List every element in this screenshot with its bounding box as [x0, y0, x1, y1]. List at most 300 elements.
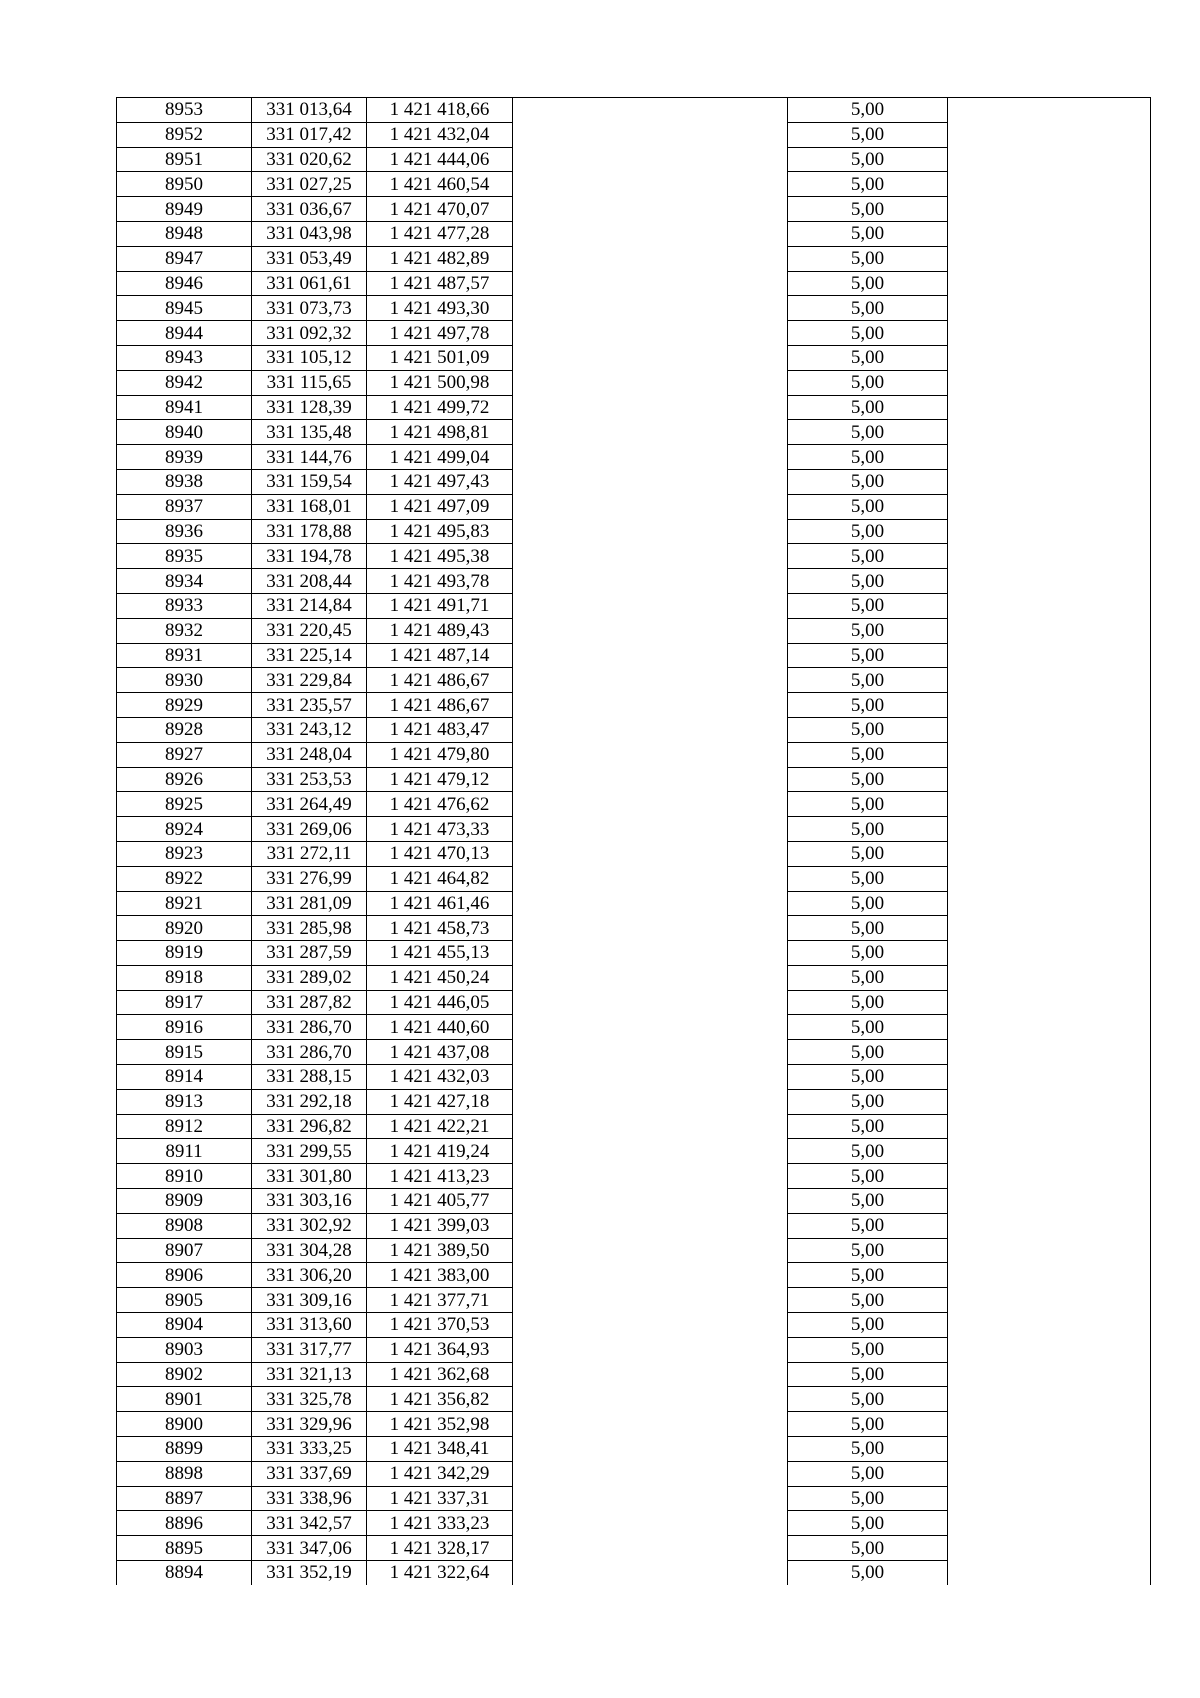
x-coordinate-cell: 331 313,60	[252, 1313, 367, 1338]
value-cell: 5,00	[788, 1139, 948, 1164]
empty-cell	[513, 395, 788, 420]
empty-cell	[513, 742, 788, 767]
empty-cell	[513, 965, 788, 990]
empty-cell	[513, 593, 788, 618]
value-cell: 5,00	[788, 1412, 948, 1437]
table-row	[117, 147, 1151, 172]
empty-cell	[513, 1337, 788, 1362]
empty-cell	[948, 1362, 1151, 1387]
y-coordinate-cell: 1 421 483,47	[367, 717, 513, 742]
value-cell: 5,00	[788, 345, 948, 370]
table-row	[117, 593, 1151, 618]
empty-cell	[948, 370, 1151, 395]
table-row	[117, 1486, 1151, 1511]
value-cell: 5,00	[788, 569, 948, 594]
y-coordinate-cell: 1 421 377,71	[367, 1288, 513, 1313]
y-coordinate-cell: 1 421 487,57	[367, 271, 513, 296]
y-coordinate-cell: 1 421 364,93	[367, 1337, 513, 1362]
table-row	[117, 271, 1151, 296]
empty-cell	[948, 98, 1151, 123]
x-coordinate-cell: 331 276,99	[252, 866, 367, 891]
table-row	[117, 1213, 1151, 1238]
table-row	[117, 1065, 1151, 1090]
value-cell: 5,00	[788, 742, 948, 767]
table-row	[117, 1561, 1151, 1585]
empty-cell	[948, 321, 1151, 346]
x-coordinate-cell: 331 128,39	[252, 395, 367, 420]
value-cell: 5,00	[788, 1114, 948, 1139]
value-cell: 5,00	[788, 370, 948, 395]
y-coordinate-cell: 1 421 499,72	[367, 395, 513, 420]
table-row	[117, 1164, 1151, 1189]
y-coordinate-cell: 1 421 497,09	[367, 494, 513, 519]
value-cell: 5,00	[788, 817, 948, 842]
y-coordinate-cell: 1 421 437,08	[367, 1040, 513, 1065]
value-cell: 5,00	[788, 1486, 948, 1511]
y-coordinate-cell: 1 421 455,13	[367, 941, 513, 966]
value-cell: 5,00	[788, 1536, 948, 1561]
point-number-cell: 8914	[117, 1065, 252, 1090]
empty-cell	[513, 345, 788, 370]
x-coordinate-cell: 331 194,78	[252, 544, 367, 569]
point-number-cell: 8902	[117, 1362, 252, 1387]
empty-cell	[948, 1536, 1151, 1561]
empty-cell	[948, 296, 1151, 321]
empty-cell	[513, 519, 788, 544]
y-coordinate-cell: 1 421 499,04	[367, 445, 513, 470]
x-coordinate-cell: 331 321,13	[252, 1362, 367, 1387]
point-number-cell: 8927	[117, 742, 252, 767]
empty-cell	[513, 321, 788, 346]
table-row	[117, 98, 1151, 123]
x-coordinate-cell: 331 301,80	[252, 1164, 367, 1189]
point-number-cell: 8932	[117, 618, 252, 643]
table-row	[117, 197, 1151, 222]
empty-cell	[513, 1213, 788, 1238]
point-number-cell: 8938	[117, 469, 252, 494]
empty-cell	[948, 1561, 1151, 1585]
x-coordinate-cell: 331 329,96	[252, 1412, 367, 1437]
empty-cell	[513, 296, 788, 321]
y-coordinate-cell: 1 421 473,33	[367, 817, 513, 842]
value-cell: 5,00	[788, 544, 948, 569]
point-number-cell: 8925	[117, 792, 252, 817]
point-number-cell: 8915	[117, 1040, 252, 1065]
y-coordinate-cell: 1 421 418,66	[367, 98, 513, 123]
y-coordinate-cell: 1 421 461,46	[367, 891, 513, 916]
y-coordinate-cell: 1 421 487,14	[367, 643, 513, 668]
point-number-cell: 8941	[117, 395, 252, 420]
x-coordinate-cell: 331 036,67	[252, 197, 367, 222]
empty-cell	[513, 98, 788, 123]
x-coordinate-cell: 331 325,78	[252, 1387, 367, 1412]
x-coordinate-cell: 331 317,77	[252, 1337, 367, 1362]
y-coordinate-cell: 1 421 498,81	[367, 420, 513, 445]
x-coordinate-cell: 331 248,04	[252, 742, 367, 767]
value-cell: 5,00	[788, 221, 948, 246]
x-coordinate-cell: 331 299,55	[252, 1139, 367, 1164]
y-coordinate-cell: 1 421 477,28	[367, 221, 513, 246]
empty-cell	[948, 693, 1151, 718]
point-number-cell: 8924	[117, 817, 252, 842]
table-row	[117, 321, 1151, 346]
value-cell: 5,00	[788, 1164, 948, 1189]
table-row	[117, 345, 1151, 370]
empty-cell	[513, 172, 788, 197]
empty-cell	[948, 742, 1151, 767]
empty-cell	[513, 1511, 788, 1536]
y-coordinate-cell: 1 421 479,12	[367, 767, 513, 792]
empty-cell	[513, 1486, 788, 1511]
x-coordinate-cell: 331 020,62	[252, 147, 367, 172]
value-cell: 5,00	[788, 98, 948, 123]
point-number-cell: 8926	[117, 767, 252, 792]
y-coordinate-cell: 1 421 419,24	[367, 1139, 513, 1164]
table-row	[117, 395, 1151, 420]
empty-cell	[948, 668, 1151, 693]
x-coordinate-cell: 331 105,12	[252, 345, 367, 370]
table-row	[117, 569, 1151, 594]
point-number-cell: 8896	[117, 1511, 252, 1536]
empty-cell	[513, 420, 788, 445]
table-row	[117, 1412, 1151, 1437]
table-row	[117, 1536, 1151, 1561]
empty-cell	[948, 965, 1151, 990]
point-number-cell: 8904	[117, 1313, 252, 1338]
y-coordinate-cell: 1 421 476,62	[367, 792, 513, 817]
value-cell: 5,00	[788, 841, 948, 866]
empty-cell	[513, 767, 788, 792]
value-cell: 5,00	[788, 296, 948, 321]
empty-cell	[948, 1139, 1151, 1164]
point-number-cell: 8934	[117, 569, 252, 594]
x-coordinate-cell: 331 272,11	[252, 841, 367, 866]
y-coordinate-cell: 1 421 491,71	[367, 593, 513, 618]
point-number-cell: 8920	[117, 916, 252, 941]
empty-cell	[513, 717, 788, 742]
empty-cell	[948, 1263, 1151, 1288]
point-number-cell: 8895	[117, 1536, 252, 1561]
value-cell: 5,00	[788, 1238, 948, 1263]
empty-cell	[513, 1189, 788, 1214]
value-cell: 5,00	[788, 1511, 948, 1536]
empty-cell	[513, 668, 788, 693]
table-row	[117, 1263, 1151, 1288]
empty-cell	[948, 494, 1151, 519]
point-number-cell: 8911	[117, 1139, 252, 1164]
x-coordinate-cell: 331 235,57	[252, 693, 367, 718]
point-number-cell: 8946	[117, 271, 252, 296]
x-coordinate-cell: 331 220,45	[252, 618, 367, 643]
value-cell: 5,00	[788, 1263, 948, 1288]
value-cell: 5,00	[788, 693, 948, 718]
empty-cell	[948, 1065, 1151, 1090]
value-cell: 5,00	[788, 494, 948, 519]
x-coordinate-cell: 331 287,82	[252, 990, 367, 1015]
point-number-cell: 8903	[117, 1337, 252, 1362]
x-coordinate-cell: 331 027,25	[252, 172, 367, 197]
x-coordinate-cell: 331 333,25	[252, 1437, 367, 1462]
empty-cell	[513, 817, 788, 842]
empty-cell	[513, 569, 788, 594]
value-cell: 5,00	[788, 1213, 948, 1238]
x-coordinate-cell: 331 347,06	[252, 1536, 367, 1561]
empty-cell	[513, 1536, 788, 1561]
value-cell: 5,00	[788, 668, 948, 693]
point-number-cell: 8922	[117, 866, 252, 891]
table-row	[117, 1288, 1151, 1313]
empty-cell	[948, 1040, 1151, 1065]
table-row	[117, 1461, 1151, 1486]
y-coordinate-cell: 1 421 489,43	[367, 618, 513, 643]
y-coordinate-cell: 1 421 482,89	[367, 246, 513, 271]
table-row	[117, 693, 1151, 718]
table-row	[117, 519, 1151, 544]
empty-cell	[948, 1412, 1151, 1437]
empty-cell	[513, 271, 788, 296]
x-coordinate-cell: 331 043,98	[252, 221, 367, 246]
y-coordinate-cell: 1 421 337,31	[367, 1486, 513, 1511]
x-coordinate-cell: 331 092,32	[252, 321, 367, 346]
point-number-cell: 8908	[117, 1213, 252, 1238]
empty-cell	[948, 1114, 1151, 1139]
point-number-cell: 8937	[117, 494, 252, 519]
empty-cell	[948, 345, 1151, 370]
x-coordinate-cell: 331 144,76	[252, 445, 367, 470]
empty-cell	[948, 990, 1151, 1015]
value-cell: 5,00	[788, 1437, 948, 1462]
x-coordinate-cell: 331 053,49	[252, 246, 367, 271]
x-coordinate-cell: 331 287,59	[252, 941, 367, 966]
value-cell: 5,00	[788, 1387, 948, 1412]
empty-cell	[948, 469, 1151, 494]
value-cell: 5,00	[788, 866, 948, 891]
empty-cell	[513, 866, 788, 891]
point-number-cell: 8929	[117, 693, 252, 718]
y-coordinate-cell: 1 421 348,41	[367, 1437, 513, 1462]
x-coordinate-cell: 331 168,01	[252, 494, 367, 519]
y-coordinate-cell: 1 421 500,98	[367, 370, 513, 395]
empty-cell	[948, 197, 1151, 222]
empty-cell	[513, 1387, 788, 1412]
y-coordinate-cell: 1 421 470,13	[367, 841, 513, 866]
x-coordinate-cell: 331 302,92	[252, 1213, 367, 1238]
y-coordinate-cell: 1 421 432,04	[367, 122, 513, 147]
value-cell: 5,00	[788, 1040, 948, 1065]
empty-cell	[948, 147, 1151, 172]
empty-cell	[948, 817, 1151, 842]
table-row	[117, 1437, 1151, 1462]
x-coordinate-cell: 331 253,53	[252, 767, 367, 792]
y-coordinate-cell: 1 421 322,64	[367, 1561, 513, 1585]
y-coordinate-cell: 1 421 356,82	[367, 1387, 513, 1412]
empty-cell	[948, 866, 1151, 891]
table-row	[117, 544, 1151, 569]
empty-cell	[513, 1040, 788, 1065]
empty-cell	[513, 941, 788, 966]
empty-cell	[513, 469, 788, 494]
empty-cell	[948, 593, 1151, 618]
y-coordinate-cell: 1 421 362,68	[367, 1362, 513, 1387]
table-row	[117, 965, 1151, 990]
empty-cell	[948, 643, 1151, 668]
empty-cell	[948, 841, 1151, 866]
table-row	[117, 841, 1151, 866]
value-cell: 5,00	[788, 990, 948, 1015]
empty-cell	[513, 990, 788, 1015]
point-number-cell: 8939	[117, 445, 252, 470]
x-coordinate-cell: 331 288,15	[252, 1065, 367, 1090]
value-cell: 5,00	[788, 1337, 948, 1362]
empty-cell	[948, 172, 1151, 197]
point-number-cell: 8906	[117, 1263, 252, 1288]
empty-cell	[513, 1139, 788, 1164]
x-coordinate-cell: 331 289,02	[252, 965, 367, 990]
empty-cell	[513, 693, 788, 718]
table-row	[117, 668, 1151, 693]
empty-cell	[513, 221, 788, 246]
x-coordinate-cell: 331 306,20	[252, 1263, 367, 1288]
y-coordinate-cell: 1 421 497,78	[367, 321, 513, 346]
empty-cell	[948, 618, 1151, 643]
y-coordinate-cell: 1 421 328,17	[367, 1536, 513, 1561]
empty-cell	[948, 1213, 1151, 1238]
empty-cell	[513, 792, 788, 817]
table-row	[117, 618, 1151, 643]
y-coordinate-cell: 1 421 486,67	[367, 668, 513, 693]
value-cell: 5,00	[788, 197, 948, 222]
empty-cell	[513, 122, 788, 147]
empty-cell	[513, 544, 788, 569]
empty-cell	[513, 197, 788, 222]
value-cell: 5,00	[788, 172, 948, 197]
table-row	[117, 643, 1151, 668]
value-cell: 5,00	[788, 395, 948, 420]
empty-cell	[948, 1288, 1151, 1313]
empty-cell	[948, 1387, 1151, 1412]
x-coordinate-cell: 331 269,06	[252, 817, 367, 842]
x-coordinate-cell: 331 286,70	[252, 1040, 367, 1065]
table-row	[117, 1040, 1151, 1065]
table-row	[117, 817, 1151, 842]
empty-cell	[948, 1461, 1151, 1486]
empty-cell	[948, 1486, 1151, 1511]
point-number-cell: 8905	[117, 1288, 252, 1313]
y-coordinate-cell: 1 421 495,38	[367, 544, 513, 569]
value-cell: 5,00	[788, 941, 948, 966]
value-cell: 5,00	[788, 1189, 948, 1214]
point-number-cell: 8931	[117, 643, 252, 668]
point-number-cell: 8949	[117, 197, 252, 222]
point-number-cell: 8944	[117, 321, 252, 346]
point-number-cell: 8894	[117, 1561, 252, 1585]
empty-cell	[948, 420, 1151, 445]
empty-cell	[513, 643, 788, 668]
value-cell: 5,00	[788, 420, 948, 445]
point-number-cell: 8909	[117, 1189, 252, 1214]
x-coordinate-cell: 331 208,44	[252, 569, 367, 594]
value-cell: 5,00	[788, 593, 948, 618]
y-coordinate-cell: 1 421 342,29	[367, 1461, 513, 1486]
empty-cell	[948, 1015, 1151, 1040]
value-cell: 5,00	[788, 643, 948, 668]
point-number-cell: 8930	[117, 668, 252, 693]
x-coordinate-cell: 331 229,84	[252, 668, 367, 693]
empty-cell	[513, 1164, 788, 1189]
point-number-cell: 8940	[117, 420, 252, 445]
value-cell: 5,00	[788, 1461, 948, 1486]
table-row	[117, 122, 1151, 147]
empty-cell	[513, 1015, 788, 1040]
table-row	[117, 1015, 1151, 1040]
empty-cell	[948, 544, 1151, 569]
x-coordinate-cell: 331 243,12	[252, 717, 367, 742]
table-row	[117, 916, 1151, 941]
value-cell: 5,00	[788, 792, 948, 817]
value-cell: 5,00	[788, 891, 948, 916]
empty-cell	[948, 1238, 1151, 1263]
point-number-cell: 8921	[117, 891, 252, 916]
table-row	[117, 172, 1151, 197]
table-row	[117, 1089, 1151, 1114]
empty-cell	[513, 1313, 788, 1338]
table-row	[117, 370, 1151, 395]
y-coordinate-cell: 1 421 389,50	[367, 1238, 513, 1263]
value-cell: 5,00	[788, 1015, 948, 1040]
point-number-cell: 8910	[117, 1164, 252, 1189]
table-row	[117, 1387, 1151, 1412]
empty-cell	[513, 147, 788, 172]
y-coordinate-cell: 1 421 486,67	[367, 693, 513, 718]
empty-cell	[513, 618, 788, 643]
coordinates-table	[116, 97, 1151, 1585]
empty-cell	[948, 891, 1151, 916]
table-row	[117, 296, 1151, 321]
empty-cell	[948, 445, 1151, 470]
x-coordinate-cell: 331 013,64	[252, 98, 367, 123]
y-coordinate-cell: 1 421 501,09	[367, 345, 513, 370]
point-number-cell: 8942	[117, 370, 252, 395]
point-number-cell: 8952	[117, 122, 252, 147]
y-coordinate-cell: 1 421 440,60	[367, 1015, 513, 1040]
table-row	[117, 1189, 1151, 1214]
x-coordinate-cell: 331 017,42	[252, 122, 367, 147]
empty-cell	[513, 1238, 788, 1263]
value-cell: 5,00	[788, 767, 948, 792]
x-coordinate-cell: 331 281,09	[252, 891, 367, 916]
table-row	[117, 1511, 1151, 1536]
x-coordinate-cell: 331 309,16	[252, 1288, 367, 1313]
y-coordinate-cell: 1 421 460,54	[367, 172, 513, 197]
table-row	[117, 891, 1151, 916]
table-row	[117, 1362, 1151, 1387]
empty-cell	[513, 1114, 788, 1139]
value-cell: 5,00	[788, 965, 948, 990]
empty-cell	[948, 1089, 1151, 1114]
value-cell: 5,00	[788, 717, 948, 742]
empty-cell	[513, 1362, 788, 1387]
empty-cell	[513, 1288, 788, 1313]
empty-cell	[948, 221, 1151, 246]
point-number-cell: 8950	[117, 172, 252, 197]
y-coordinate-cell: 1 421 333,23	[367, 1511, 513, 1536]
empty-cell	[513, 1561, 788, 1585]
empty-cell	[948, 395, 1151, 420]
point-number-cell: 8923	[117, 841, 252, 866]
empty-cell	[948, 792, 1151, 817]
empty-cell	[513, 370, 788, 395]
x-coordinate-cell: 331 264,49	[252, 792, 367, 817]
